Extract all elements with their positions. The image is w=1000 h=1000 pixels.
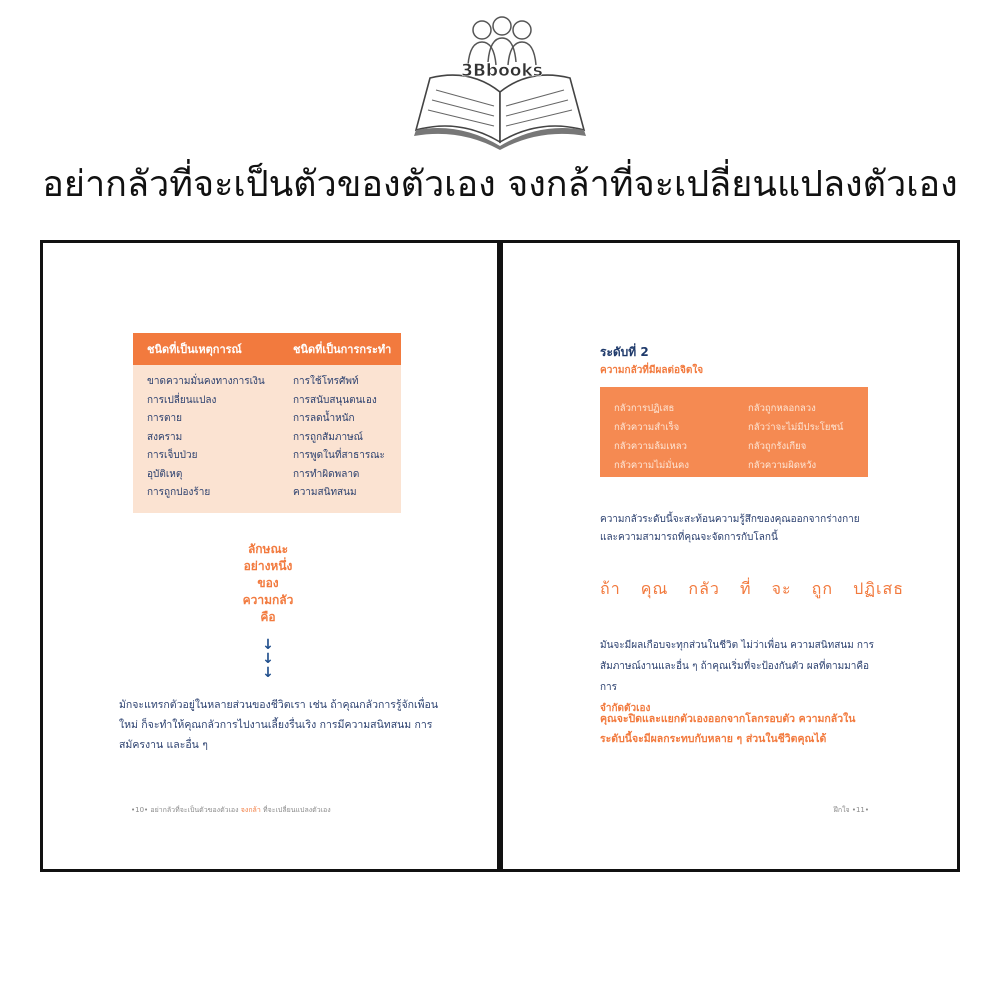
- table-cell: การลดน้ำหนัก: [293, 413, 355, 424]
- table-cell: สงคราม: [147, 431, 183, 443]
- footer-text: ที่จะเปลี่ยนแปลงตัวเอง: [260, 806, 331, 814]
- table-cell: การสนับสนุนตนเอง: [293, 394, 377, 406]
- table-cell: การเจ็บป่วย: [147, 450, 198, 461]
- table-cell: การถูกปองร้าย: [147, 487, 211, 498]
- table-cell: ขาดความมั่นคงทางการเงิน: [147, 376, 265, 387]
- arrow-down-icon: ↓: [262, 637, 274, 653]
- fear-list-item: กลัวถูกรังเกียจ: [748, 441, 807, 452]
- table-header-events: ชนิดที่เป็นเหตุการณ์: [147, 343, 242, 356]
- paragraph-text: มันจะมีผลเกือบจะทุกส่วนในชีวิต ไม่ว่าเพื่อน ความสนิทสนม การสัมภาษณ์งานและอื่น ๆ ถ้าคุณเริ่มที่จะป้องกันตัว ผลที่ตามมาคือ การ: [600, 640, 874, 693]
- left-page: [40, 240, 500, 872]
- down-arrows: [256, 638, 280, 680]
- fear-list-column: [748, 399, 843, 477]
- fear-list-item: กลัวความผิดหวัง: [748, 460, 817, 471]
- table-cell: การถูกสัมภาษณ์: [293, 431, 363, 443]
- footer-text: •10• อย่ากลัวที่จะเป็นตัวของตัวเอง: [131, 806, 241, 814]
- fear-list-item: กลัวการปฏิเสธ: [614, 403, 675, 414]
- fear-list-item: กลัวถูกหลอกลวง: [748, 403, 816, 414]
- left-paragraph: มักจะแทรกตัวอยู่ในหลายส่วนของชีวิตเรา เช่น ถ้าคุณกลัวการรู้จักเพื่อนใหม่ ก็จะทำให้คุณกลัวการไปงานเลี้ยงรื่นเริง การมีความสนิทสนม การสมัครงาน และอื่น ๆ: [119, 699, 439, 751]
- table-column-events: [133, 373, 283, 503]
- left-footer: [131, 805, 331, 816]
- emphasis-line: ถ้า คุณ กลัว ที่ จะ ถูก ปฏิเสธ: [600, 579, 904, 598]
- trait-line: ของ: [257, 576, 279, 590]
- table-cell: การทำผิดพลาด: [293, 468, 360, 480]
- trait-line: อย่างหนึ่ง: [243, 559, 293, 573]
- fear-list-item: กลัวความสำเร็จ: [614, 422, 680, 433]
- brand-logo: [410, 10, 590, 150]
- footer-highlight: จงกล้า: [240, 806, 261, 814]
- table-cell: การเปลี่ยนแปลง: [147, 394, 217, 406]
- fear-list-item: กลัวว่าจะไม่มีประโยชน์: [748, 422, 844, 433]
- fear-list-item: กลัวความไม่มั่นคง: [614, 460, 689, 471]
- fear-types-table: [133, 333, 401, 513]
- fear-list-item: กลัวความล้มเหลว: [614, 441, 687, 452]
- table-header: [133, 333, 401, 365]
- fear-list-column: [600, 399, 748, 477]
- right-paragraph-3: คุณจะปิดและแยกตัวเองออกจากโลกรอบตัว ความกลัวในระดับนี้จะมีผลกระทบกับหลาย ๆ ส่วนในชีวิตคุณได้: [600, 713, 856, 745]
- trait-line: คือ: [260, 610, 276, 624]
- right-paragraph-2: [600, 635, 880, 719]
- table-cell: การตาย: [147, 413, 183, 424]
- arrow-down-icon: ↓: [262, 651, 274, 667]
- table-cell: ความสนิทสนม: [293, 487, 357, 498]
- fear-list-box: [600, 387, 868, 477]
- table-cell: อุบัติเหตุ: [147, 468, 183, 480]
- level-title: ระดับที่ 2: [600, 345, 649, 359]
- logo-text: 3Bbooks: [461, 61, 543, 81]
- table-cell: การใช้โทรศัพท์: [293, 376, 359, 387]
- right-paragraph-1: ความกลัวระดับนี้จะสะท้อนความรู้สึกของคุณออกจากร่างกาย และความสามารถที่คุณจะจัดการกับโลกนี้: [600, 514, 860, 543]
- paragraph-highlight: จำกัดตัวเอง: [600, 703, 651, 714]
- table-column-actions: [283, 373, 385, 503]
- headline: อย่ากลัวที่จะเป็นตัวของตัวเอง จงกล้าที่จะเปลี่ยนแปลงตัวเอง: [42, 164, 958, 205]
- right-page: [500, 240, 960, 872]
- trait-line: ความกลัว: [242, 593, 294, 607]
- trait-heading: [193, 541, 343, 626]
- level-subtitle: ความกลัวที่มีผลต่อจิตใจ: [600, 365, 704, 376]
- arrow-down-icon: ↓: [262, 665, 274, 681]
- open-book-people-icon: [410, 10, 590, 150]
- right-footer: ฝึกใจ •11•: [833, 806, 869, 814]
- table-cell: การพูดในที่สาธารณะ: [293, 450, 385, 461]
- trait-line: ลักษณะ: [247, 542, 289, 556]
- table-header-actions: ชนิดที่เป็นการกระทำ: [293, 343, 392, 356]
